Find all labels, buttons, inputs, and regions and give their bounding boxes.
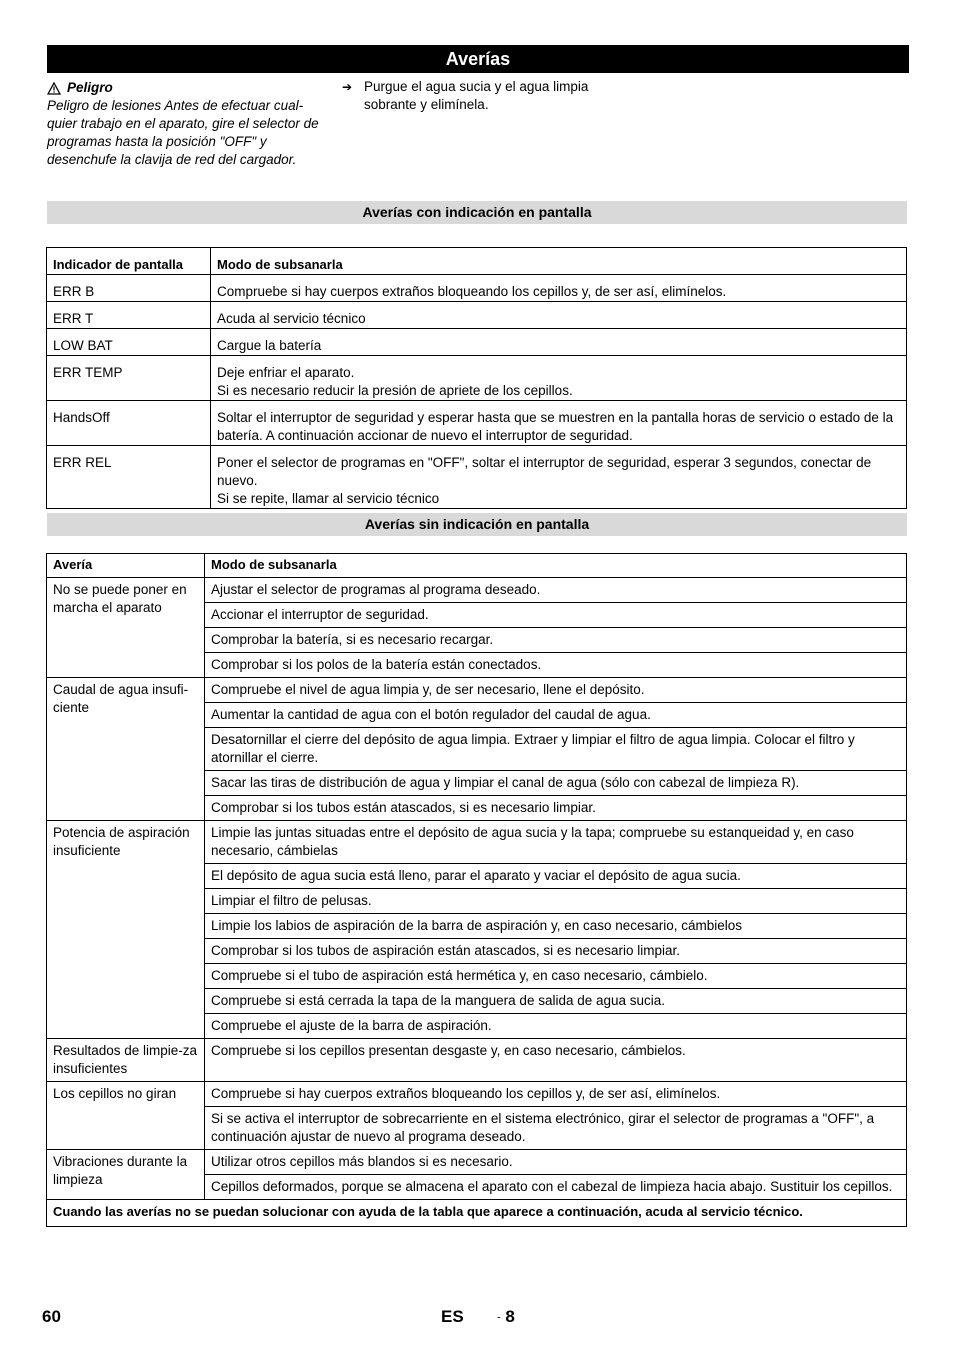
remedy-cell: Compruebe si los cepillos presentan desgaste y, en caso necesario, cámbielos. xyxy=(205,1039,907,1082)
display-indicator-cell: HandsOff xyxy=(47,401,211,446)
warning-heading-row xyxy=(47,79,327,97)
display-indicator-cell: ERR TEMP xyxy=(47,356,211,401)
table-header: Indicador de pantalla xyxy=(47,248,211,275)
page-number: 60 xyxy=(42,1307,61,1326)
sub-page-dash: - xyxy=(497,1311,501,1324)
section-title-display-faults: Averías con indicación en pantalla xyxy=(47,201,907,224)
remedy-cell: Si se activa el interruptor de sobrecarriente en el sistema electrónico, girar el selector de programas a "OFF", a continuación ajustar de nuevo al programa deseado. xyxy=(205,1107,907,1150)
remedy-cell: Limpie las juntas situadas entre el depósito de agua sucia y la tapa; compruebe su estanqueidad y, en caso necesario, cámbielas xyxy=(205,821,907,864)
step-text: Purgue el agua sucia y el agua limpia sobrante y elimínela. xyxy=(364,79,589,112)
table-row xyxy=(47,275,907,302)
remedy-cell: Sacar las tiras de distribución de agua y limpiar el canal de agua (sólo con cabezal de limpieza R). xyxy=(205,771,907,796)
fault-cell: No se puede poner en marcha el aparato xyxy=(47,578,205,678)
fault-cell: Vibraciones durante la limpieza xyxy=(47,1150,205,1200)
table-header: Avería xyxy=(47,554,205,578)
remedy-cell: Comprobar si los tubos de aspiración están atascados, si es necesario limpiar. xyxy=(205,939,907,964)
table-row xyxy=(47,302,907,329)
table-header: Modo de subsanarla xyxy=(205,554,907,578)
table-header: Modo de subsanarla xyxy=(211,248,907,275)
fault-cell: Resultados de limpie-za insuficientes xyxy=(47,1039,205,1082)
table-row xyxy=(47,578,907,603)
remedy-cell: Comprobar si los tubos están atascados, si es necesario limpiar. xyxy=(205,796,907,821)
remedy-cell: Aumentar la cantidad de agua con el botón regulador del caudal de agua. xyxy=(205,703,907,728)
table-row xyxy=(47,401,907,446)
page-title: Averías xyxy=(47,45,909,73)
table-row xyxy=(47,821,907,864)
remedy-cell: Compruebe el nivel de agua limpia y, de ser necesario, llene el depósito. xyxy=(205,678,907,703)
table-row xyxy=(47,678,907,703)
section-title-non-display-faults: Averías sin indicación en pantalla xyxy=(47,513,907,536)
remedy-cell: Compruebe si el tubo de aspiración está hermética y, en caso necesario, cámbielo. xyxy=(205,964,907,989)
remedy-cell: Deje enfriar el aparato. Si es necesario reducir la presión de apriete de los cepillos. xyxy=(211,356,907,401)
display-indicator-cell: ERR REL xyxy=(47,446,211,509)
remedy-cell: Poner el selector de programas en "OFF", soltar el interruptor de seguridad, esperar 3 segundos, conectar de nuevo. Si se repite, llamar al servicio técnico xyxy=(211,446,907,509)
table-row xyxy=(47,1082,907,1107)
table-row xyxy=(47,329,907,356)
remedy-cell: Compruebe el ajuste de la barra de aspiración. xyxy=(205,1014,907,1039)
fault-cell: Caudal de agua insufi-ciente xyxy=(47,678,205,821)
sub-page-digit: 8 xyxy=(505,1307,515,1326)
remedy-cell: Soltar el interruptor de seguridad y esperar hasta que se muestren en la pantalla horas de servicio o estado de la batería. A continuación accionar de nuevo el interruptor de seguridad. xyxy=(211,401,907,446)
table-footer-note: Cuando las averías no se puedan solucionar con ayuda de la tabla que aparece a continuación, acuda al servicio técnico. xyxy=(47,1200,907,1227)
remedy-cell: Compruebe si está cerrada la tapa de la manguera de salida de agua sucia. xyxy=(205,989,907,1014)
sub-page-number xyxy=(497,1307,515,1327)
table-row xyxy=(47,446,907,509)
arrow-right-icon: ➔ xyxy=(342,80,353,94)
display-faults-table xyxy=(46,247,907,509)
display-indicator-cell: LOW BAT xyxy=(47,329,211,356)
step-instruction xyxy=(342,78,642,114)
remedy-cell: Ajustar el selector de programas al programa deseado. xyxy=(205,578,907,603)
fault-cell: Los cepillos no giran xyxy=(47,1082,205,1150)
remedy-cell: Compruebe si hay cuerpos extraños bloqueando los cepillos y, de ser así, elimínelos. xyxy=(205,1082,907,1107)
remedy-cell: Cargue la batería xyxy=(211,329,907,356)
warning-heading: Peligro xyxy=(67,80,113,95)
warning-triangle-icon xyxy=(47,82,61,95)
remedy-cell: Desatornillar el cierre del depósito de agua limpia. Extraer y limpiar el filtro de agua limpia. Colocar el filtro y atornillar el cierre. xyxy=(205,728,907,771)
remedy-cell: Limpie los labios de aspiración de la barra de aspiración y, en caso necesario, cámbielos xyxy=(205,914,907,939)
display-indicator-cell: ERR T xyxy=(47,302,211,329)
remedy-cell: Comprobar si los polos de la batería están conectados. xyxy=(205,653,907,678)
fault-cell: Potencia de aspiración insuficiente xyxy=(47,821,205,1039)
non-display-faults-table xyxy=(46,553,907,1227)
danger-warning xyxy=(47,79,327,169)
remedy-cell: Utilizar otros cepillos más blandos si es necesario. xyxy=(205,1150,907,1175)
remedy-cell: Comprobar la batería, si es necesario recargar. xyxy=(205,628,907,653)
language-code: ES xyxy=(441,1307,464,1326)
table-row xyxy=(47,1039,907,1082)
remedy-cell: Accionar el interruptor de seguridad. xyxy=(205,603,907,628)
table-row xyxy=(47,356,907,401)
remedy-cell: Acuda al servicio técnico xyxy=(211,302,907,329)
warning-text: Peligro de lesiones Antes de efectuar cual-quier trabajo en el aparato, gire el selector de programas hasta la posición "OFF" y desenchufe la clavija de red del cargador. xyxy=(47,98,319,167)
remedy-cell: Cepillos deformados, porque se almacena el aparato con el cabezal de limpieza hacia abajo. Sustituir los cepillos. xyxy=(205,1175,907,1200)
remedy-cell: El depósito de agua sucia está lleno, parar el aparato y vaciar el depósito de agua sucia. xyxy=(205,864,907,889)
remedy-cell: Compruebe si hay cuerpos extraños bloqueando los cepillos y, de ser así, elimínelos. xyxy=(211,275,907,302)
table-row xyxy=(47,1150,907,1175)
display-indicator-cell: ERR B xyxy=(47,275,211,302)
remedy-cell: Limpiar el filtro de pelusas. xyxy=(205,889,907,914)
